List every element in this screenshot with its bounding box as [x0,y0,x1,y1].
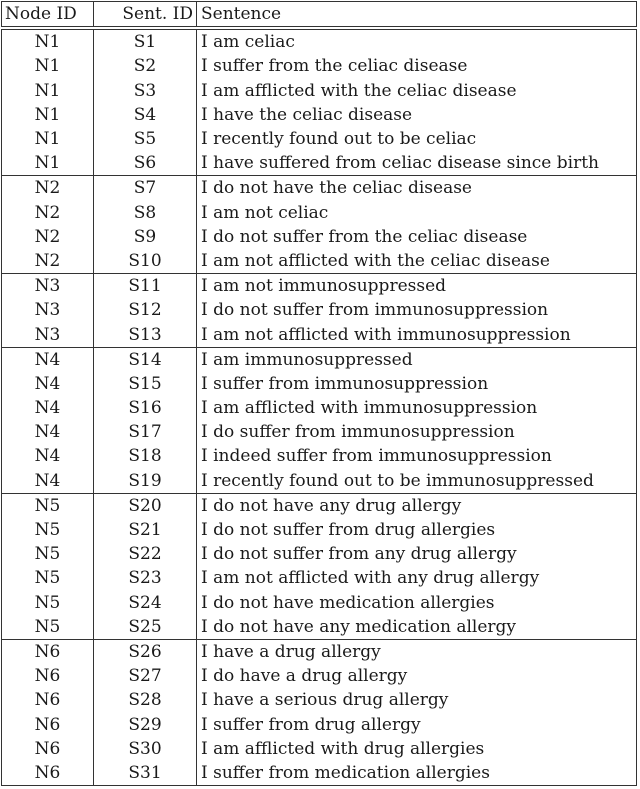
sent-id-cell: S5 [94,127,197,151]
node-id-cell: N4 [2,444,94,468]
sent-id-cell: S21 [94,518,197,542]
node-id-cell: N1 [2,79,94,103]
header-sent-id: Sent. ID [94,2,197,29]
node-id-cell: N1 [2,151,94,176]
header-node-id: Node ID [2,2,94,29]
sent-id-cell: S3 [94,79,197,103]
sentence-table [1,1,637,786]
sentence-cell: I do not suffer from the celiac disease [201,226,528,247]
node-id-cell: N3 [2,274,94,299]
table-row [2,566,637,590]
sentence-cell: I am not afflicted with immunosuppression [201,324,571,345]
table-row [2,347,637,372]
sentence-cell: I have a drug allergy [197,639,637,664]
sent-id-cell: S20 [94,493,197,518]
table-row [2,79,637,103]
sentence-cell: I do not suffer from immunosuppression [201,300,549,321]
sent-id-cell: S12 [94,298,197,322]
table-row [2,761,637,786]
sentence-cell: I am afflicted with the celiac disease [201,80,517,101]
sentence-cell: I suffer from immunosuppression [201,373,489,394]
sentence-cell: I am not immunosuppressed [197,274,637,299]
table-row [2,712,637,736]
sentence-cell: I am afflicted with immunosuppression [201,398,538,419]
sentence-cell: I do suffer from immunosuppression [201,422,515,443]
table-body [2,28,637,785]
sent-id-cell: S4 [94,103,197,127]
sentence-cell: I do have a drug allergy [201,666,408,687]
sent-id-cell: S27 [94,664,197,688]
sentence-cell: I do not have any drug allergy [197,493,637,518]
node-id-cell: N6 [2,712,94,736]
sent-id-cell: S26 [94,639,197,664]
table-row [2,444,637,468]
table-row [2,639,637,664]
sentence-cell: I do not suffer from drug allergies [201,520,496,541]
sent-id-cell: S31 [94,761,197,786]
table-row [2,54,637,78]
sent-id-cell: S14 [94,347,197,372]
table-row [2,396,637,420]
sentence-cell: I am not afflicted with any drug allergy [201,568,540,589]
table-row [2,591,637,615]
table-row [2,372,637,396]
sent-id-cell: S8 [94,201,197,225]
node-id-cell: N1 [2,28,94,54]
table-row [2,664,637,688]
sentence-cell: I suffer from medication allergies [201,762,490,783]
sentence-cell: I have suffered from celiac disease since birth [201,153,599,174]
sent-id-cell: S22 [94,542,197,566]
node-id-cell: N4 [2,396,94,420]
table-row [2,737,637,761]
node-id-cell: N2 [2,225,94,249]
node-id-cell: N5 [2,542,94,566]
table-row [2,518,637,542]
sentence-cell: I have the celiac disease [201,104,413,125]
node-id-cell: N4 [2,420,94,444]
sent-id-cell: S24 [94,591,197,615]
sentence-cell: I recently found out to be celiac [201,129,477,150]
table-row [2,420,637,444]
sent-id-cell: S15 [94,372,197,396]
sentence-cell: I am celiac [201,32,295,53]
sent-id-cell: S10 [94,249,197,274]
sentence-cell: I am afflicted with drug allergies [201,738,485,759]
table-row [2,493,637,518]
table-row [2,151,637,176]
sent-id-cell: S11 [94,274,197,299]
sentence-cell: I indeed suffer from immunosuppression [201,446,552,467]
sentence-cell: I am immunosuppressed [197,347,637,372]
table-row [2,225,637,249]
sent-id-cell: S30 [94,737,197,761]
table-row [2,127,637,151]
node-id-cell: N3 [2,298,94,322]
node-id-cell: N5 [2,518,94,542]
sentence-cell: I suffer from drug allergy [201,714,421,735]
sentence-cell: I suffer from the celiac disease [201,56,468,77]
sent-id-cell: S13 [94,322,197,347]
table-row [2,249,637,274]
sentence-cell: I recently found out to be immunosuppressed [201,470,594,491]
node-id-cell: N1 [2,127,94,151]
sent-id-cell: S1 [94,28,197,54]
table-row [2,28,637,54]
sent-id-cell: S9 [94,225,197,249]
node-id-cell: N6 [2,761,94,786]
table-row [2,688,637,712]
node-id-cell: N5 [2,566,94,590]
node-id-cell: N1 [2,54,94,78]
table-row [2,298,637,322]
sent-id-cell: S25 [94,615,197,640]
node-id-cell: N6 [2,737,94,761]
sent-id-cell: S29 [94,712,197,736]
table-row [2,103,637,127]
node-id-cell: N6 [2,664,94,688]
sent-id-cell: S23 [94,566,197,590]
sent-id-cell: S6 [94,151,197,176]
node-id-cell: N5 [2,615,94,640]
sent-id-cell: S28 [94,688,197,712]
node-id-cell: N2 [2,176,94,201]
sent-id-cell: S17 [94,420,197,444]
table-row [2,201,637,225]
header-sentence: Sentence [201,4,282,25]
node-id-cell: N3 [2,322,94,347]
node-id-cell: N5 [2,591,94,615]
sentence-cell: I have a serious drug allergy [201,690,449,711]
node-id-cell: N4 [2,372,94,396]
sent-id-cell: S2 [94,54,197,78]
node-id-cell: N6 [2,639,94,664]
node-id-cell: N1 [2,103,94,127]
sent-id-cell: S7 [94,176,197,201]
node-id-cell: N2 [2,249,94,274]
sentence-cell: I do not suffer from any drug allergy [201,544,517,565]
sentence-cell: I am not afflicted with the celiac disease [201,250,550,271]
sent-id-cell: S19 [94,469,197,494]
table-row [2,615,637,640]
node-id-cell: N4 [2,469,94,494]
node-id-cell: N4 [2,347,94,372]
sent-id-cell: S16 [94,396,197,420]
table-row [2,176,637,201]
sentence-cell: I do not have medication allergies [201,592,495,613]
table-row [2,322,637,347]
sentence-cell: I do not have the celiac disease [197,176,637,201]
table-row [2,274,637,299]
sentence-cell: I do not have any medication allergy [201,616,516,637]
table-header-row [2,2,637,29]
sentence-cell: I am not celiac [201,202,329,223]
node-id-cell: N5 [2,493,94,518]
sent-id-cell: S18 [94,444,197,468]
node-id-cell: N2 [2,201,94,225]
node-id-cell: N6 [2,688,94,712]
table-row [2,469,637,494]
table-row [2,542,637,566]
